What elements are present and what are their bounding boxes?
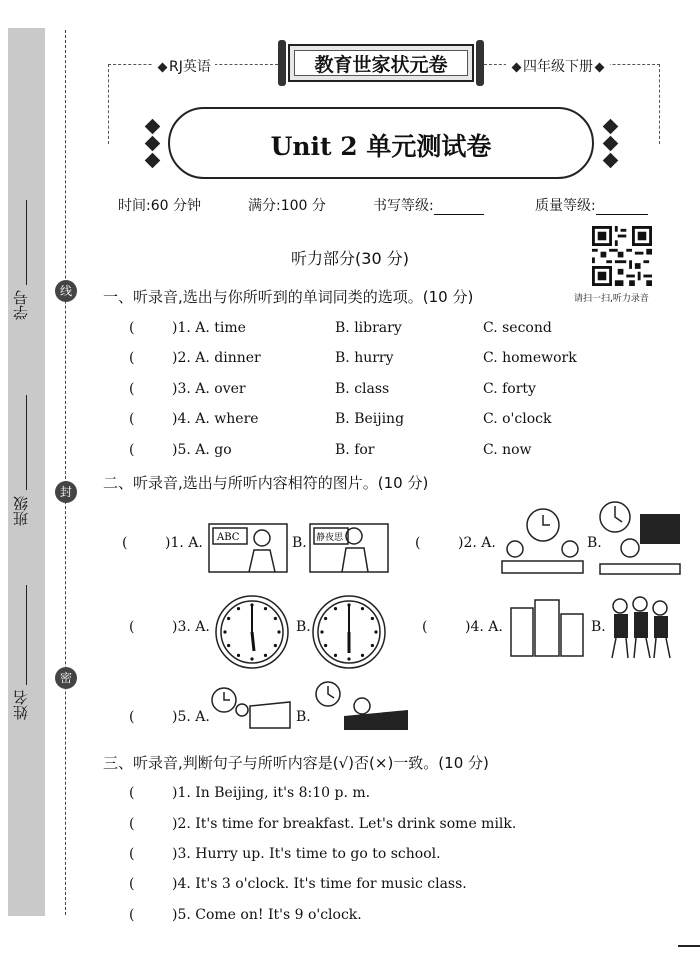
board-abc-text: ABC [217, 532, 240, 543]
clock-tick [361, 607, 364, 610]
diamond-icon [512, 62, 522, 72]
clock-tick [361, 654, 364, 657]
item-c: C. o'clock [483, 411, 552, 427]
item-a: )3. A. over [172, 381, 246, 397]
answer-paren[interactable]: ( [415, 535, 421, 551]
list-item [0, 785, 700, 807]
list-item [0, 816, 700, 838]
clock-tick [264, 607, 267, 610]
option-b-label: B. [292, 535, 307, 551]
statement: )5. Come on! It's 9 o'clock. [172, 907, 362, 923]
item-a: )4. A. where [172, 411, 259, 427]
teacher-abc-picture[interactable] [207, 522, 289, 574]
clock-tick [324, 617, 327, 620]
class-label: 班级 [12, 496, 30, 526]
grade-tag [506, 56, 610, 76]
clock-tick [250, 657, 253, 660]
clock-tick [237, 654, 240, 657]
option-b-label: B. [296, 709, 311, 725]
answer-paren[interactable]: ( [129, 816, 135, 832]
clock-tick [237, 607, 240, 610]
list-item [0, 876, 700, 898]
scroll-rod-right [476, 40, 484, 86]
clock-tick [320, 630, 323, 633]
statement: )1. In Beijing, it's 8:10 p. m. [172, 785, 371, 801]
clock-tick [264, 654, 267, 657]
diamond-icon [595, 62, 605, 72]
time-info: 时间:60 分钟 [118, 198, 201, 214]
list-item [0, 411, 700, 433]
qr-caption: 请扫一扫,听力录音 [574, 294, 649, 304]
board-poem-text: 静夜思 [316, 533, 344, 543]
clock-tick [324, 644, 327, 647]
writing-grade [373, 195, 484, 215]
item-c: C. homework [483, 350, 577, 366]
item-b: B. for [335, 442, 375, 458]
writing-grade-label: 书写等级: [373, 198, 434, 214]
listening-title: 听力部分(30 分) [291, 249, 409, 268]
quality-grade-blank[interactable] [596, 198, 648, 215]
seal-close: 密 [55, 667, 77, 689]
student-no-label: 学号 [12, 290, 30, 320]
clock-tick [227, 644, 230, 647]
item-b: B. library [335, 320, 402, 336]
question-label: )2. A. [458, 535, 496, 551]
quality-grade [535, 195, 648, 215]
student-no-blank[interactable] [26, 200, 27, 285]
page-title: Unit 2 单元测试卷 [270, 132, 492, 161]
statement: )2. It's time for breakfast. Let's drink some milk. [172, 816, 517, 832]
item-a: )2. A. dinner [172, 350, 261, 366]
clock-630-picture[interactable] [213, 593, 291, 671]
answer-paren[interactable]: ( [129, 411, 135, 427]
question-label: )3. A. [172, 619, 210, 635]
item-c: C. now [483, 442, 532, 458]
cut-line [65, 30, 66, 915]
list-item [0, 846, 700, 868]
grade-label: 四年级下册 [523, 59, 593, 75]
scroll-body [288, 44, 474, 82]
item-a: )5. A. go [172, 442, 232, 458]
statement: )4. It's 3 o'clock. It's time for music class. [172, 876, 467, 892]
seal-line: 线 [55, 280, 77, 302]
writing-grade-blank[interactable] [434, 198, 484, 215]
item-c: C. forty [483, 381, 536, 397]
answer-paren[interactable]: ( [129, 709, 135, 725]
name-label: 姓名 [12, 690, 30, 720]
statement: )3. Hurry up. It's time to go to school. [172, 846, 441, 862]
textbook-label: RJ英语 [169, 59, 211, 75]
clock-600-picture[interactable] [310, 593, 388, 671]
list-item [0, 350, 700, 372]
answer-paren[interactable]: ( [129, 907, 135, 923]
score-info: 满分:100 分 [248, 198, 326, 214]
page-edge-mark [678, 945, 700, 947]
boy-sleeping-picture[interactable] [314, 680, 410, 734]
scroll-rod-left [278, 40, 286, 86]
answer-paren[interactable]: ( [129, 876, 135, 892]
list-item [0, 320, 700, 342]
answer-paren[interactable]: ( [129, 619, 135, 635]
series-scroll [278, 40, 484, 86]
students-walking-picture[interactable] [606, 594, 678, 662]
answer-paren[interactable]: ( [422, 619, 428, 635]
header-vdash-left [108, 64, 109, 144]
option-b-label: B. [591, 619, 606, 635]
header-vdash-right [659, 64, 660, 144]
item-b: B. hurry [335, 350, 394, 366]
clock-tick [334, 607, 337, 610]
list-item [0, 442, 700, 464]
clock-tick [250, 603, 253, 606]
answer-paren[interactable]: ( [122, 535, 128, 551]
girl-bed-morning-picture[interactable] [210, 686, 292, 734]
clock-tick [374, 630, 377, 633]
clock-tick [347, 657, 350, 660]
option-b-label: B. [296, 619, 311, 635]
option-b-label: B. [587, 535, 602, 551]
section2-heading: 二、听录音,选出与所听内容相符的图片。(10 分) [103, 474, 429, 492]
quality-grade-label: 质量等级: [535, 198, 596, 214]
qr-code-icon[interactable] [592, 226, 652, 286]
clock-tick [371, 617, 374, 620]
clock-tick [227, 617, 230, 620]
dinner-night-picture[interactable] [598, 500, 683, 578]
lunch-picture[interactable] [500, 505, 585, 577]
question-label: )4. A. [465, 619, 503, 635]
question-label: )1. A. [165, 535, 203, 551]
teacher-poem-picture[interactable] [308, 522, 390, 574]
list-item [0, 381, 700, 403]
answer-paren[interactable]: ( [129, 381, 135, 397]
section1-heading: 一、听录音,选出与你所听到的单词同类的选项。(10 分) [103, 288, 474, 306]
clock-tick [371, 644, 374, 647]
clock-tick [334, 654, 337, 657]
list-item [0, 907, 700, 929]
answer-paren[interactable]: ( [129, 442, 135, 458]
diamond-stack-right [600, 117, 620, 172]
item-c: C. second [483, 320, 552, 336]
clock-tick [277, 630, 280, 633]
clock-tick [274, 617, 277, 620]
item-a: )1. A. time [172, 320, 246, 336]
item-b: B. class [335, 381, 390, 397]
section3-heading: 三、听录音,判断句子与所听内容是(√)否(×)一致。(10 分) [103, 754, 489, 772]
clock-tick [223, 630, 226, 633]
answer-paren[interactable]: ( [129, 320, 135, 336]
answer-paren[interactable]: ( [129, 785, 135, 801]
clock-tick [347, 603, 350, 606]
item-b: B. Beijing [335, 411, 405, 427]
seal-seal: 封 [55, 481, 77, 503]
answer-paren[interactable]: ( [129, 846, 135, 862]
diamond-icon [158, 62, 168, 72]
textbook-tag [152, 56, 215, 76]
clock-tick [274, 644, 277, 647]
question-label: )5. A. [172, 709, 210, 725]
series-title: 教育世家状元卷 [294, 50, 468, 76]
school-building-picture[interactable] [507, 598, 587, 658]
answer-paren[interactable]: ( [129, 350, 135, 366]
unit-banner [150, 107, 612, 179]
